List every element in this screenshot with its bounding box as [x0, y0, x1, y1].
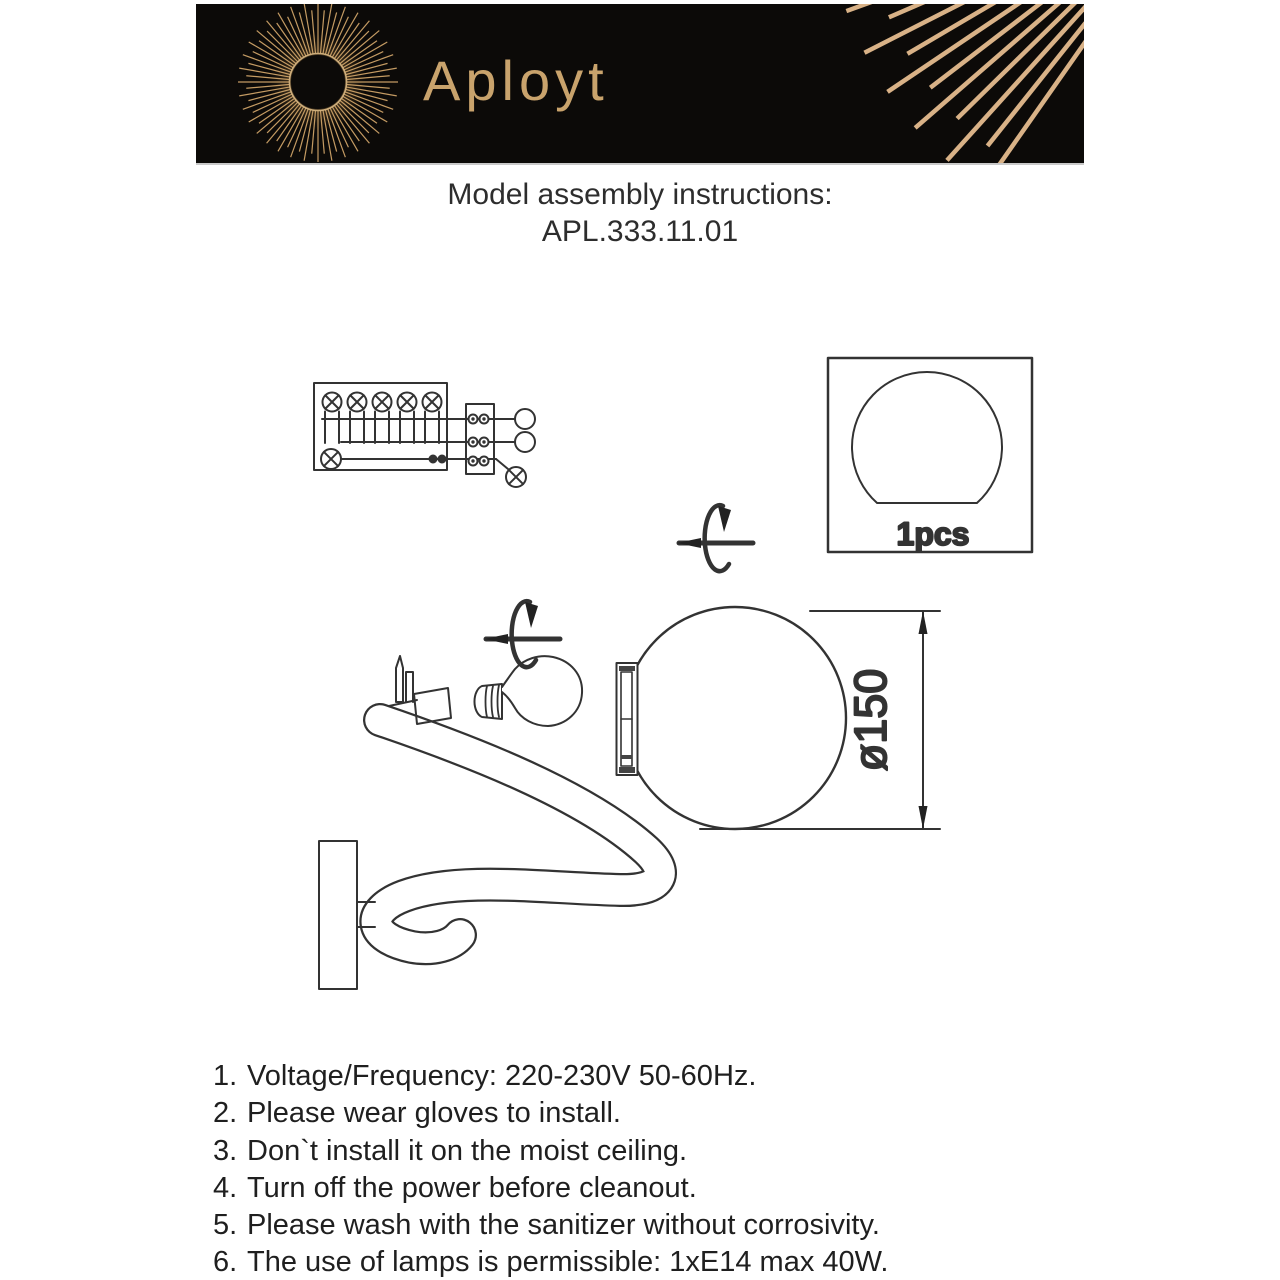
instruction-number: 4. [213, 1171, 238, 1204]
instruction-text: Please wash with the sanitizer without corrosivity. [247, 1209, 880, 1242]
instruction-item [213, 1133, 1163, 1170]
instruction-number: 2. [213, 1097, 238, 1130]
dimension-arrow-up-icon [919, 611, 928, 634]
dimension-annotation [700, 611, 940, 829]
instruction-text: Voltage/Frequency: 220-230V 50-60Hz. [247, 1060, 757, 1092]
diameter-label: ø150 [845, 668, 896, 772]
instruction-number: 3. [213, 1134, 238, 1167]
instruction-item [213, 1058, 1163, 1095]
brand-name: Aployt [423, 49, 609, 112]
mounting-clip [406, 672, 413, 702]
instruction-item [213, 1170, 1163, 1207]
instruction-text: Don`t install it on the moist ceiling. [247, 1134, 688, 1167]
instruction-text: The use of lamps is permissible: 1xE14 max 40W. [247, 1246, 889, 1279]
rotation-arrow-icon [677, 505, 753, 571]
instruction-item [213, 1244, 1163, 1280]
instruction-number: 1. [213, 1060, 238, 1092]
globe-shade [624, 607, 846, 829]
mounting-pin [396, 656, 403, 702]
terminal-screws [469, 415, 489, 466]
parts-count-box [828, 358, 1032, 552]
instruction-item [213, 1095, 1163, 1132]
model-number: APL.333.11.01 [541, 215, 739, 248]
wire-ferrule [430, 456, 437, 463]
instruction-text: Please wear gloves to install. [247, 1097, 621, 1130]
supply-terminal [515, 409, 535, 429]
lamp-symbols [321, 393, 526, 488]
instruction-number: 6. [213, 1246, 238, 1279]
wall-plate [319, 841, 357, 989]
instruction-item [213, 1207, 1163, 1244]
instructions-list [213, 1058, 1163, 1280]
page-title: Model assembly instructions: [447, 178, 833, 211]
globe-shade-part [852, 372, 1002, 503]
wire-ferrule [439, 456, 446, 463]
bulb-glass [502, 656, 582, 726]
instruction-number: 5. [213, 1209, 238, 1242]
wiring-diagram [314, 383, 535, 487]
instruction-text: Turn off the power before cleanout. [247, 1171, 697, 1204]
wall-lamp-drawing [319, 607, 846, 989]
parts-quantity-label: 1pcs [896, 516, 970, 552]
dimension-arrow-down-icon [919, 806, 928, 829]
supply-terminal [515, 432, 535, 452]
